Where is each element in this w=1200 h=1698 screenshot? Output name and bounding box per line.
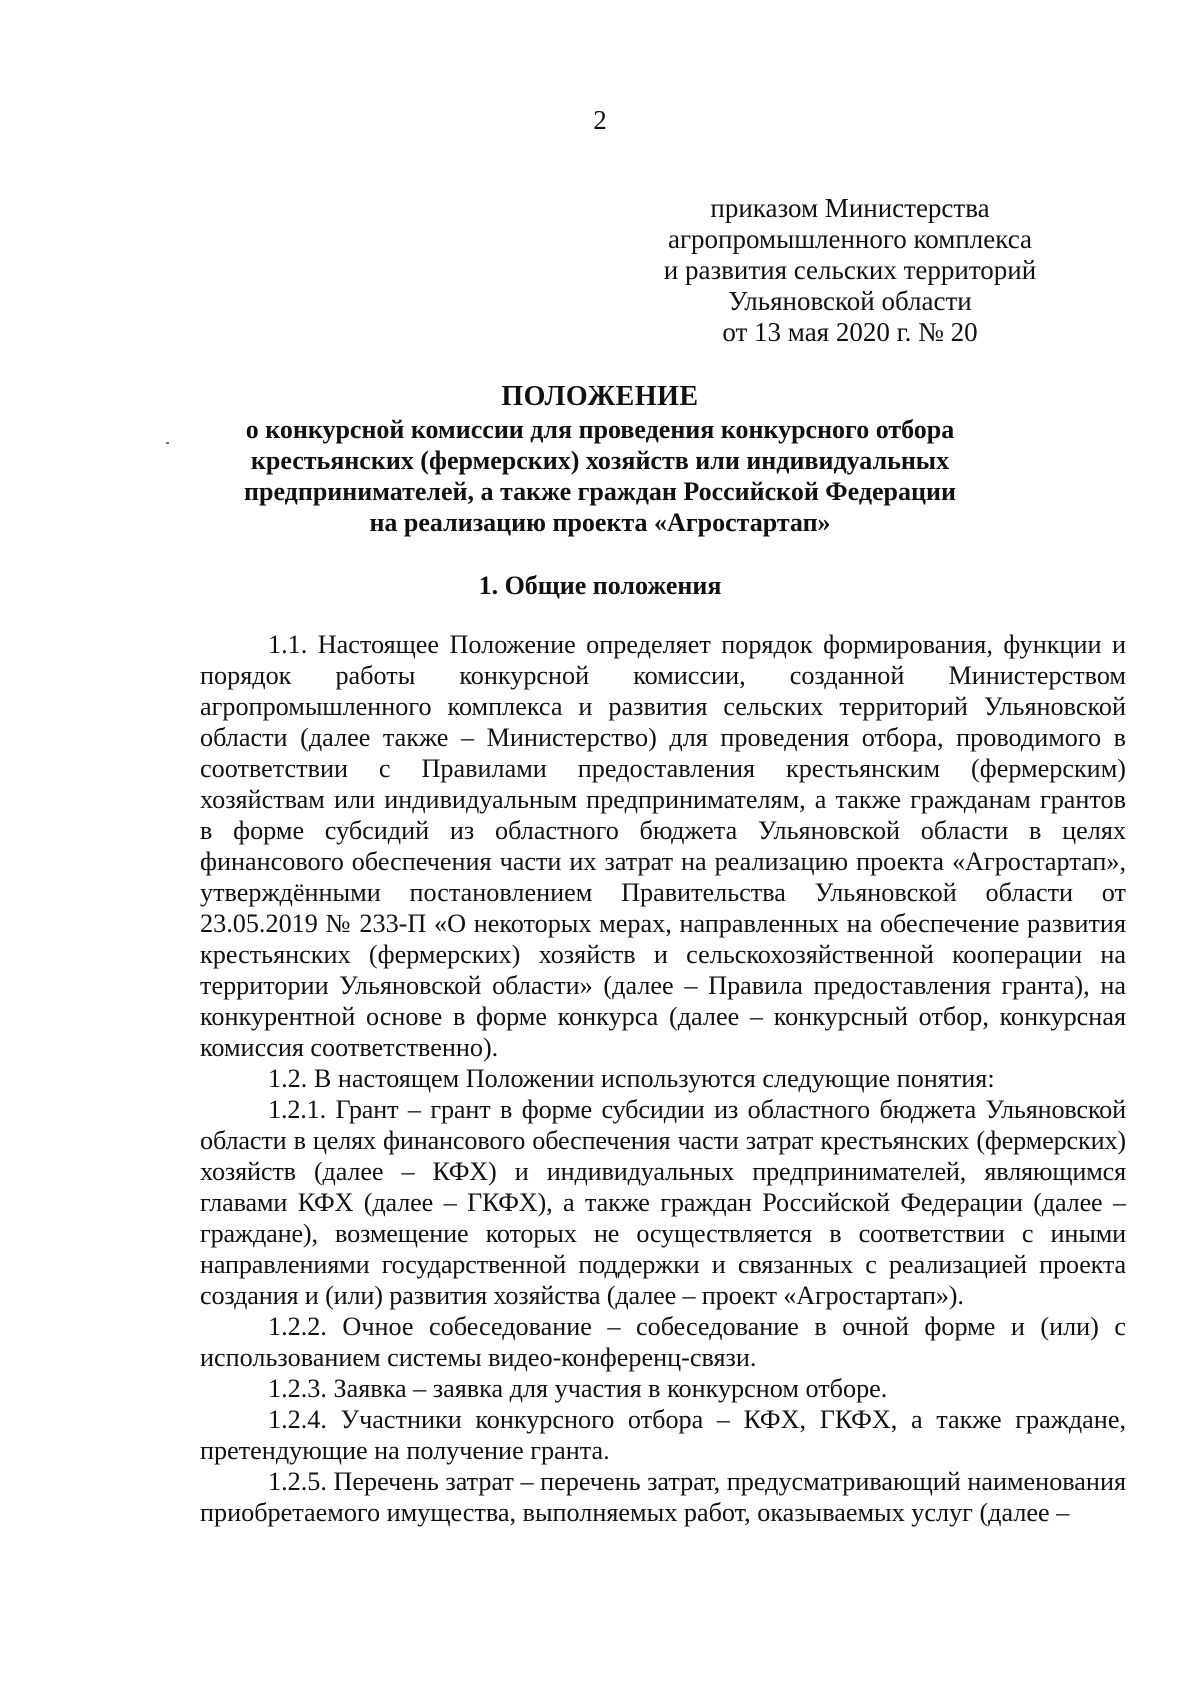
approval-line: и развития сельских территорий (663, 255, 1037, 285)
subtitle-line: предпринимателей, а также граждан Российской Федерации (244, 477, 956, 506)
paragraph-1-2-4: 1.2.4. Участники конкурсного отбора – КФХ, ГКФХ, а также граждане, претендующие на получение гранта. (200, 1405, 1126, 1465)
page-number: 2 (593, 105, 607, 135)
approval-line: приказом Министерства (710, 193, 990, 223)
paragraph-1-2: 1.2. В настоящем Положении используются следующие понятия: (268, 1064, 995, 1093)
paragraph-1-2-1: 1.2.1. Грант – грант в форме субсидии из областного бюджета Ульяновской области в целях финансового обеспечения части затрат крестьянских (фермерских) хозяйств (далее – КФХ) и индивидуальных предпринимателей, являющимся главами КФХ (далее – ГКФХ), а также граждан Российской Федерации (далее – граждане), возмещение которых не осуществляется в соответствии с иными направлениями государственной поддержки и связанных с реализацией проекта создания и (или) развития хозяйства (далее – проект «Агростартап»). (200, 1095, 1126, 1310)
approval-block (640, 193, 1060, 348)
paragraph-1-2-2: 1.2.2. Очное собеседование – собеседование в очной форме и (или) с использованием системы видео-конференц-связи. (200, 1312, 1126, 1372)
subtitle-line: крестьянских (фермерских) хозяйств или индивидуальных (250, 446, 950, 475)
approval-line: агропромышленного комплекса (668, 224, 1032, 254)
section-heading: 1. Общие положения (478, 571, 722, 600)
scan-artifact (166, 442, 169, 444)
paragraph-1-2-5: 1.2.5. Перечень затрат – перечень затрат, предусматривающий наименования приобретаемого имущества, выполняемых работ, оказываемых услуг (далее – (200, 1467, 1127, 1527)
document-subtitle (180, 414, 1020, 538)
approval-line: Ульяновской области (728, 286, 972, 316)
approval-line: от 13 мая 2020 г. № 20 (722, 317, 978, 347)
subtitle-line: о конкурсной комиссии для проведения конкурсного отбора (245, 415, 955, 444)
paragraph-1-2-3: 1.2.3. Заявка – заявка для участия в конкурсном отборе. (268, 1374, 888, 1403)
subtitle-line: на реализацию проекта «Агростартап» (369, 508, 831, 537)
document-title: ПОЛОЖЕНИЕ (501, 381, 699, 412)
title-block (180, 380, 1020, 538)
paragraph-1-1: 1.1. Настоящее Положение определяет порядок формирования, функции и порядок работы конкурсной комиссии, созданной Министерством агропромышленного комплекса и развития сельских территорий Ульяновской области (далее также – Министерство) для проведения отбора, проводимого в соответствии с Правилами предоставления крестьянским (фермерским) хозяйствам или индивидуальным предпринимателям, а также гражданам грантов в форме субсидий из областного бюджета Ульяновской области в целях финансового обеспечения части их затрат на реализацию проекта «Агростартап», утверждёнными постановлением Правительства Ульяновской области от 23.05.2019 № 233-П «О некоторых мерах, направленных на обеспечение развития крестьянских (фермерских) хозяйств и сельскохозяйственной кооперации на территории Ульяновской области» (далее – Правила предоставления гранта), на конкурентной основе в форме конкурса (далее – конкурсный отбор, конкурсная комиссия соответственно). (200, 630, 1126, 1062)
document-body (200, 629, 1126, 1528)
